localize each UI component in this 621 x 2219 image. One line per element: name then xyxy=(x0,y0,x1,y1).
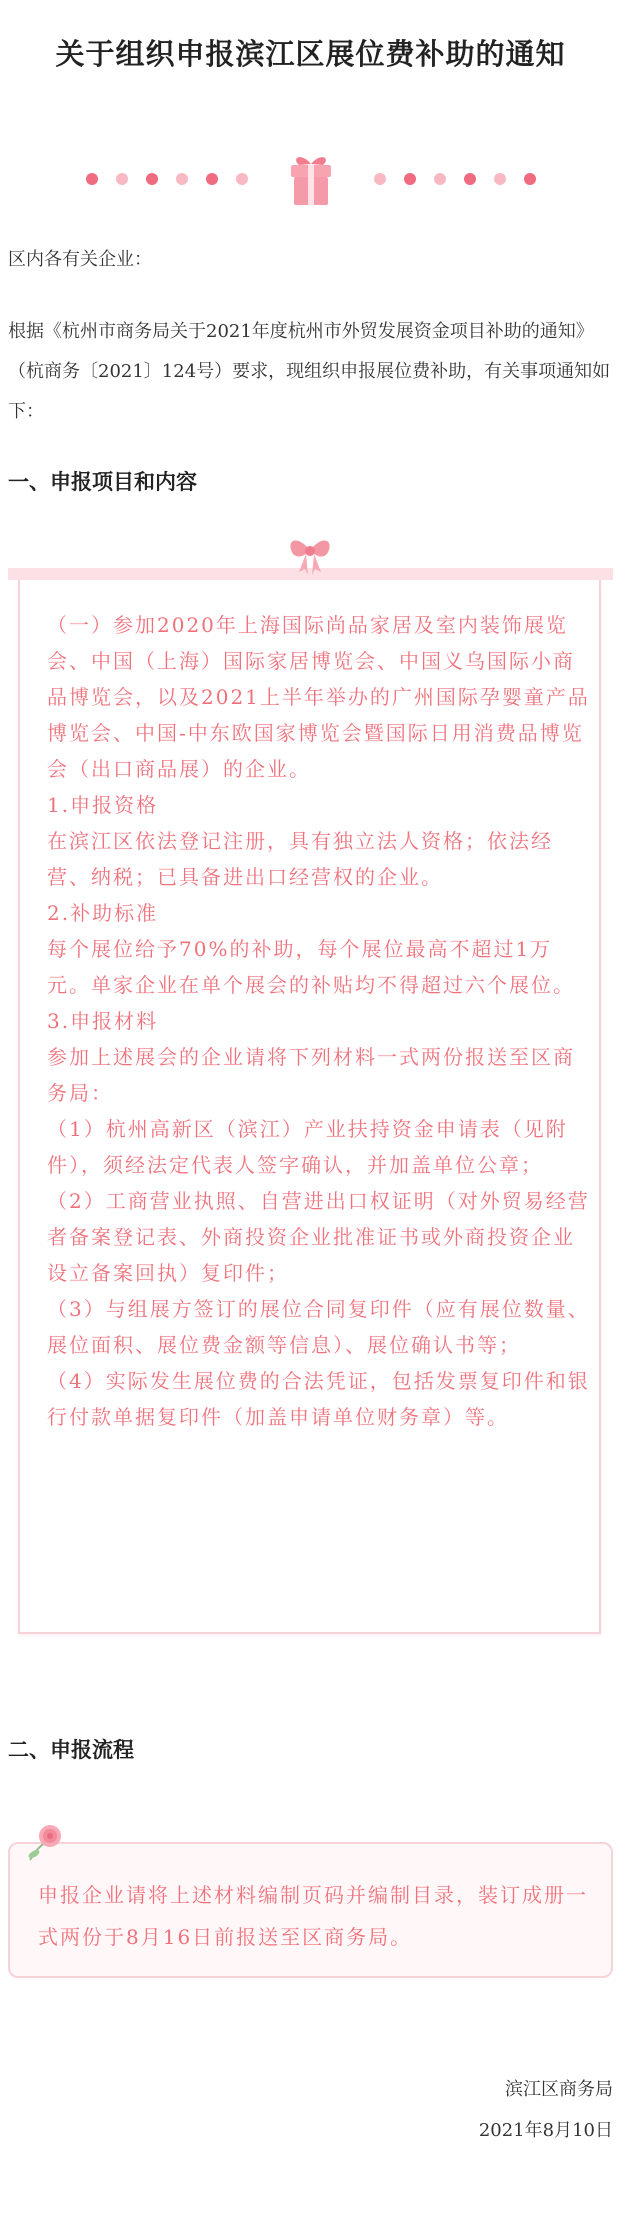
divider-dot xyxy=(464,173,476,185)
divider-dot xyxy=(116,173,128,185)
ribbon-bow-icon xyxy=(283,532,337,576)
intro-paragraph: 根据《杭州市商务局关于2021年度杭州市外贸发展资金项目补助的通知》（杭商务〔2021〕124号）要求，现组织申报展位费补助，有关事项通知如下： xyxy=(8,321,611,422)
eligibility-text: 在滨江区依法登记注册，具有独立法人资格；依法经营、纳税；已具备进出口经营权的企业。 xyxy=(47,829,553,889)
flower-icon xyxy=(22,1820,72,1864)
divider-dot xyxy=(176,173,188,185)
decorative-divider xyxy=(0,150,621,210)
material-item: （1）杭州高新区（滨江）产业扶持资金申请表（见附件），须经法定代表人签字确认，并加盖单位公章； xyxy=(47,1117,568,1177)
divider-dot xyxy=(374,173,386,185)
signature-org: 滨江区商务局 xyxy=(505,2079,613,2100)
section2-content-box xyxy=(8,1842,613,1978)
page-title: 关于组织申报滨江区展位费补助的通知 xyxy=(55,37,566,71)
signature-date: 2021年8月10日 xyxy=(478,2120,613,2141)
section2-heading: 二、申报流程 xyxy=(8,1737,134,1762)
item-intro: （一）参加2020年上海国际尚品家居及室内装饰展览会、中国（上海）国际家居博览会、中国义乌国际小商品博览会，以及2021上半年举办的广州国际孕婴童产品博览会、中国-中东欧国家博览会暨国际日用消费品博览会（出口商品展）的企业。 xyxy=(47,613,590,781)
section2-text: 申报企业请将上述材料编制页码并编制目录，装订成册一式两份于8月16日前报送至区商务局。 xyxy=(38,1883,588,1949)
section1-heading: 一、申报项目和内容 xyxy=(8,469,197,494)
material-item: （3）与组展方签订的展位合同复印件（应有展位数量、展位面积、展位费金额等信息）、展位确认书等； xyxy=(47,1297,590,1357)
divider-dot xyxy=(434,173,446,185)
divider-dot xyxy=(146,173,158,185)
material-item: （2）工商营业执照、自营进出口权证明（对外贸易经营者备案登记表、外商投资企业批准证书或外商投资企业设立备案回执）复印件； xyxy=(47,1189,590,1285)
material-item: （4）实际发生展位费的合法凭证，包括发票复印件和银行付款单据复印件（加盖申请单位财务章）等。 xyxy=(47,1369,590,1429)
salutation: 区内各有关企业： xyxy=(8,249,152,270)
subheading-subsidy: 2.补助标准 xyxy=(47,901,159,925)
divider-dot xyxy=(524,173,536,185)
divider-dot xyxy=(494,173,506,185)
divider-dot xyxy=(404,173,416,185)
section1-content-box xyxy=(18,580,601,1634)
section1-content xyxy=(47,607,592,1435)
divider-dot xyxy=(86,173,98,185)
subheading-materials: 3.申报材料 xyxy=(47,1009,159,1033)
subsidy-text: 每个展位给予70%的补助，每个展位最高不超过1万元。单家企业在单个展会的补贴均不得超过六个展位。 xyxy=(47,937,575,997)
divider-dot xyxy=(206,173,218,185)
subheading-eligibility: 1.申报资格 xyxy=(47,793,159,817)
materials-text: 参加上述展会的企业请将下列材料一式两份报送至区商务局： xyxy=(47,1045,575,1105)
divider-dot xyxy=(236,173,248,185)
gift-icon xyxy=(287,150,335,208)
